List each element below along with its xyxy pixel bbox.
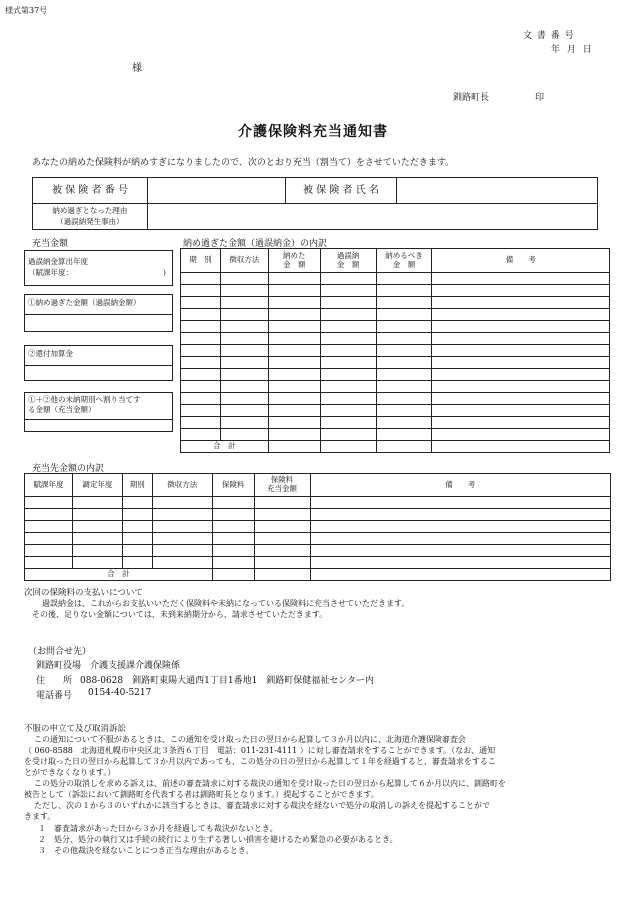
breakdown-cell: [220, 429, 268, 441]
destination-row: [25, 533, 611, 545]
breakdown-cell: [376, 333, 432, 345]
breakdown-cell: [376, 405, 432, 417]
contact-phone: 0154-40-5217: [88, 688, 152, 698]
overpay-reason-label: [33, 204, 148, 230]
breakdown-cell: [268, 417, 320, 429]
allocation-total-label-line2: る金額（充当金額）: [28, 405, 96, 414]
breakdown-cell: [220, 381, 268, 393]
breakdown-cell: [376, 309, 432, 321]
breakdown-cell: [432, 345, 610, 357]
breakdown-row: [181, 369, 610, 381]
destination-header-cell: 保険料 充当金額: [254, 474, 310, 497]
breakdown-cell: [432, 369, 610, 381]
destination-cell: [25, 521, 73, 533]
breakdown-cell: [220, 333, 268, 345]
destination-header-cell: 備 考: [310, 474, 611, 497]
breakdown-cell: [320, 405, 376, 417]
destination-cell: [254, 557, 310, 569]
intro-text: あなたの納めた保険料が納めすぎになりましたので、次のとおり充当（割当て）をさせていただきます。: [32, 158, 455, 168]
destination-cell: [122, 533, 152, 545]
destination-cell: [122, 521, 152, 533]
breakdown-cell: [320, 429, 376, 441]
breakdown-cell: [432, 393, 610, 405]
breakdown-cell: [376, 297, 432, 309]
breakdown-cell: [220, 417, 268, 429]
destination-cell: [310, 545, 611, 557]
breakdown-cell: [268, 285, 320, 297]
breakdown-cell: [376, 381, 432, 393]
breakdown-cell: [268, 429, 320, 441]
destination-header-cell: 期別: [122, 474, 152, 497]
breakdown-cell: [432, 273, 610, 285]
breakdown-cell: [320, 357, 376, 369]
breakdown-cell: [320, 297, 376, 309]
fiscal-year-box: [24, 250, 173, 286]
breakdown-cell: [432, 429, 610, 441]
breakdown-cell: [220, 321, 268, 333]
destination-cell: [25, 509, 73, 521]
appeal-line: １ 審査請求があった日から３か月を経過しても裁決がないとき。: [38, 824, 278, 833]
breakdown-cell: [268, 333, 320, 345]
destination-total-cell: [254, 569, 310, 581]
destination-cell: [310, 557, 611, 569]
breakdown-cell: [181, 321, 221, 333]
breakdown-cell: [320, 273, 376, 285]
destination-total-label: 合 計: [25, 569, 213, 581]
destination-cell: [122, 509, 152, 521]
breakdown-cell: [320, 393, 376, 405]
contact-address-label: 住 所: [36, 676, 73, 686]
fiscal-year-close: ): [163, 268, 166, 277]
appeal-line: ただし、次の１から３のいずれかに該当するときは、審査請求に対する裁決を経ないで処分の取消しの訴えを提起することがで: [34, 801, 490, 810]
allocation-total-divider: [25, 419, 172, 420]
breakdown-header-cell: 備 考: [432, 249, 610, 273]
destination-total-cell: [212, 569, 254, 581]
breakdown-cell: [220, 405, 268, 417]
breakdown-cell: [320, 309, 376, 321]
breakdown-cell: [432, 405, 610, 417]
destination-cell: [254, 497, 310, 509]
breakdown-cell: [376, 273, 432, 285]
appeal-line: を受け取った日の翌日から起算して３か月以内であっても、この処分の日の翌日から起算して１年を経過すると、審査請求をするこ: [24, 757, 496, 766]
overpay-reason-label-line1: 納め過ぎとなった理由: [52, 206, 128, 215]
breakdown-cell: [376, 429, 432, 441]
breakdown-row: [181, 285, 610, 297]
contact-phone-label: 電話番号: [36, 691, 73, 701]
breakdown-total-cell: [376, 441, 432, 453]
breakdown-cell: [432, 297, 610, 309]
destination-cell: [152, 533, 212, 545]
next-payment-line1: 過誤納金は、これからお支払いいただく保険料や未納になっている保険料に充当させていただきます。: [42, 599, 410, 608]
breakdown-cell: [181, 417, 221, 429]
breakdown-cell: [376, 357, 432, 369]
addressee-suffix: 様: [132, 63, 142, 74]
breakdown-cell: [220, 273, 268, 285]
breakdown-row: [181, 393, 610, 405]
destination-row: [25, 509, 611, 521]
breakdown-row: [181, 345, 610, 357]
breakdown-cell: [432, 309, 610, 321]
breakdown-cell: [376, 369, 432, 381]
breakdown-cell: [220, 369, 268, 381]
destination-cell: [72, 557, 122, 569]
destination-total-cell: [310, 569, 611, 581]
destination-header-cell: 賦課年度: [25, 474, 73, 497]
breakdown-row: [181, 309, 610, 321]
breakdown-cell: [181, 285, 221, 297]
breakdown-cell: [181, 357, 221, 369]
appeal-line: きます。: [24, 812, 56, 821]
breakdown-cell: [320, 417, 376, 429]
breakdown-cell: [320, 345, 376, 357]
destination-cell: [254, 509, 310, 521]
destination-header-cell: 徴収方法: [152, 474, 212, 497]
destination-breakdown-table: [24, 473, 611, 581]
appeal-line: ２ 処分、処分の執行又は手続の続行により生ずる著しい損害を避けるため緊急の必要があるとき。: [38, 835, 398, 844]
destination-cell: [254, 521, 310, 533]
breakdown-cell: [376, 393, 432, 405]
breakdown-cell: [268, 297, 320, 309]
breakdown-row: [181, 321, 610, 333]
breakdown-cell: [181, 381, 221, 393]
breakdown-cell: [432, 417, 610, 429]
destination-cell: [254, 533, 310, 545]
breakdown-cell: [181, 369, 221, 381]
breakdown-cell: [268, 405, 320, 417]
breakdown-cell: [432, 285, 610, 297]
breakdown-cell: [268, 321, 320, 333]
breakdown-cell: [268, 309, 320, 321]
breakdown-cell: [220, 285, 268, 297]
destination-cell: [122, 545, 152, 557]
appeal-line: 被告として（訴訟において釧路町を代表する者は釧路町長となります。）提起することができます。: [24, 790, 379, 799]
destination-cell: [212, 557, 254, 569]
breakdown-header-cell: 徴収方法: [220, 249, 268, 273]
breakdown-header-cell: 納めるべき 金 額: [376, 249, 432, 273]
overpaid-amount-divider: [25, 314, 172, 315]
breakdown-cell: [320, 333, 376, 345]
breakdown-total-label: 合 計: [181, 441, 269, 453]
destination-cell: [310, 509, 611, 521]
overpay-reason-label-line2: （過誤納発生事由）: [56, 216, 124, 226]
destination-cell: [72, 509, 122, 521]
breakdown-cell: [376, 345, 432, 357]
contact-address: 088-0628 釧路町東陽大通西1丁目1番地1 釧路町保健福祉センター内: [80, 676, 374, 686]
insured-name-label: 被 保 険 者 氏 名: [285, 178, 397, 204]
destination-cell: [152, 545, 212, 557]
breakdown-cell: [432, 333, 610, 345]
breakdown-header-cell: 納めた 金 額: [268, 249, 320, 273]
destination-cell: [152, 497, 212, 509]
next-payment-line2: その後、足りない金額については、未到来納期分から、請求させていただきます。: [32, 610, 328, 619]
contact-office: 釧路町役場 介護支援課介護保険係: [36, 661, 181, 671]
destination-cell: [310, 497, 611, 509]
breakdown-cell: [268, 345, 320, 357]
document-title: 介護保険料充当通知書: [238, 124, 388, 140]
issuer-name: 釧路町長: [453, 93, 490, 103]
breakdown-row: [181, 381, 610, 393]
breakdown-cell: [181, 273, 221, 285]
breakdown-cell: [181, 345, 221, 357]
destination-header-cell: 調定年度: [72, 474, 122, 497]
breakdown-cell: [268, 381, 320, 393]
insured-number-value: [147, 178, 285, 204]
breakdown-cell: [320, 381, 376, 393]
breakdown-cell: [181, 393, 221, 405]
breakdown-total-row: [181, 441, 610, 453]
destination-cell: [212, 509, 254, 521]
breakdown-row: [181, 429, 610, 441]
breakdown-cell: [432, 357, 610, 369]
appeal-line: この通知について不服があるときは、この通知を受け取った日の翌日から起算して３か月以内に、北海道介護保険審査会: [34, 735, 466, 744]
breakdown-row: [181, 273, 610, 285]
contact-heading: （お問合せ先）: [28, 647, 92, 657]
destination-cell: [72, 533, 122, 545]
breakdown-cell: [181, 405, 221, 417]
document-number-label: 文 書 番 号: [523, 31, 575, 41]
breakdown-cell: [268, 273, 320, 285]
breakdown-cell: [376, 417, 432, 429]
breakdown-cell: [181, 297, 221, 309]
destination-heading: 充当先金額の内訳: [32, 464, 105, 474]
breakdown-cell: [376, 285, 432, 297]
breakdown-total-cell: [268, 441, 320, 453]
breakdown-cell: [220, 309, 268, 321]
breakdown-total-cell: [432, 441, 610, 453]
breakdown-cell: [432, 321, 610, 333]
appeal-line: ３ その他裁決を経ないことにつき正当な理由があるとき。: [38, 846, 254, 855]
breakdown-row: [181, 333, 610, 345]
destination-cell: [25, 533, 73, 545]
breakdown-cell: [320, 321, 376, 333]
destination-row: [25, 521, 611, 533]
breakdown-header-cell: 過誤納 金 額: [320, 249, 376, 273]
destination-header-cell: 保険料: [212, 474, 254, 497]
date-label: 年 月 日: [551, 45, 594, 55]
breakdown-cell: [220, 345, 268, 357]
form-number: 様式第37号: [5, 6, 48, 15]
destination-cell: [152, 509, 212, 521]
destination-cell: [310, 521, 611, 533]
destination-cell: [72, 545, 122, 557]
destination-cell: [25, 545, 73, 557]
appeal-heading: 不服の申立て及び取消訴訟: [24, 724, 127, 734]
breakdown-cell: [268, 393, 320, 405]
breakdown-cell: [220, 357, 268, 369]
destination-cell: [212, 533, 254, 545]
breakdown-row: [181, 417, 610, 429]
insured-number-label: 被 保 険 者 番 号: [33, 178, 148, 204]
destination-row: [25, 497, 611, 509]
breakdown-header-cell: 期 別: [181, 249, 221, 273]
destination-cell: [122, 497, 152, 509]
allocation-total-label-line1: ①＋②他の未納期別へ割り当てす: [28, 395, 141, 404]
allocation-amount-heading: 充当金額: [32, 239, 69, 249]
appeal-line: とができなくなります。）: [24, 768, 116, 777]
breakdown-cell: [320, 285, 376, 297]
insured-name-value: [397, 178, 598, 204]
breakdown-row: [181, 297, 610, 309]
breakdown-cell: [181, 309, 221, 321]
destination-cell: [72, 521, 122, 533]
destination-row: [25, 545, 611, 557]
fiscal-year-open: （賦課年度：: [28, 268, 73, 277]
next-payment-heading: 次回の保険料の支払いについて: [24, 588, 143, 598]
overpaid-amount-box: [24, 294, 173, 332]
destination-cell: [212, 545, 254, 557]
insured-info-table: [32, 177, 598, 230]
fiscal-year-label: 過誤納金算出年度: [28, 257, 88, 266]
destination-cell: [152, 557, 212, 569]
breakdown-cell: [181, 429, 221, 441]
breakdown-cell: [268, 357, 320, 369]
breakdown-row: [181, 405, 610, 417]
breakdown-cell: [181, 333, 221, 345]
destination-cell: [152, 521, 212, 533]
breakdown-cell: [376, 321, 432, 333]
destination-cell: [254, 545, 310, 557]
destination-row: [25, 557, 611, 569]
refund-add-label: ②還付加算金: [28, 349, 73, 358]
destination-cell: [72, 497, 122, 509]
breakdown-row: [181, 357, 610, 369]
destination-cell: [212, 497, 254, 509]
overpaid-breakdown-heading: 納め過ぎた金額（過誤納金）の内訳: [183, 239, 328, 249]
destination-total-row: [25, 569, 611, 581]
refund-add-box: [24, 345, 173, 381]
destination-cell: [25, 557, 73, 569]
appeal-line: （ 060-8588 北海道札幌市中央区北３条西６丁目 電話：011-231-4111 ）に対し審査請求をすることができます。（なお、通知: [24, 746, 496, 755]
destination-cell: [122, 557, 152, 569]
appeal-line: この処分の取消しを求める訴えは、前述の審査請求に対する裁決の通知を受け取った日の翌日から起算して６か月以内に、釧路町を: [34, 779, 506, 788]
allocation-total-box: [24, 392, 173, 432]
breakdown-cell: [220, 297, 268, 309]
destination-cell: [310, 533, 611, 545]
breakdown-cell: [432, 381, 610, 393]
destination-cell: [25, 497, 73, 509]
refund-add-divider: [25, 365, 172, 366]
breakdown-total-cell: [320, 441, 376, 453]
overpaid-breakdown-table: [180, 248, 610, 453]
destination-cell: [212, 521, 254, 533]
breakdown-cell: [220, 393, 268, 405]
breakdown-cell: [268, 369, 320, 381]
overpaid-amount-label: ①納め過ぎた金額（過誤納金額）: [28, 298, 141, 307]
breakdown-cell: [320, 369, 376, 381]
overpay-reason-value: [147, 204, 597, 230]
seal-mark: 印: [535, 93, 545, 103]
